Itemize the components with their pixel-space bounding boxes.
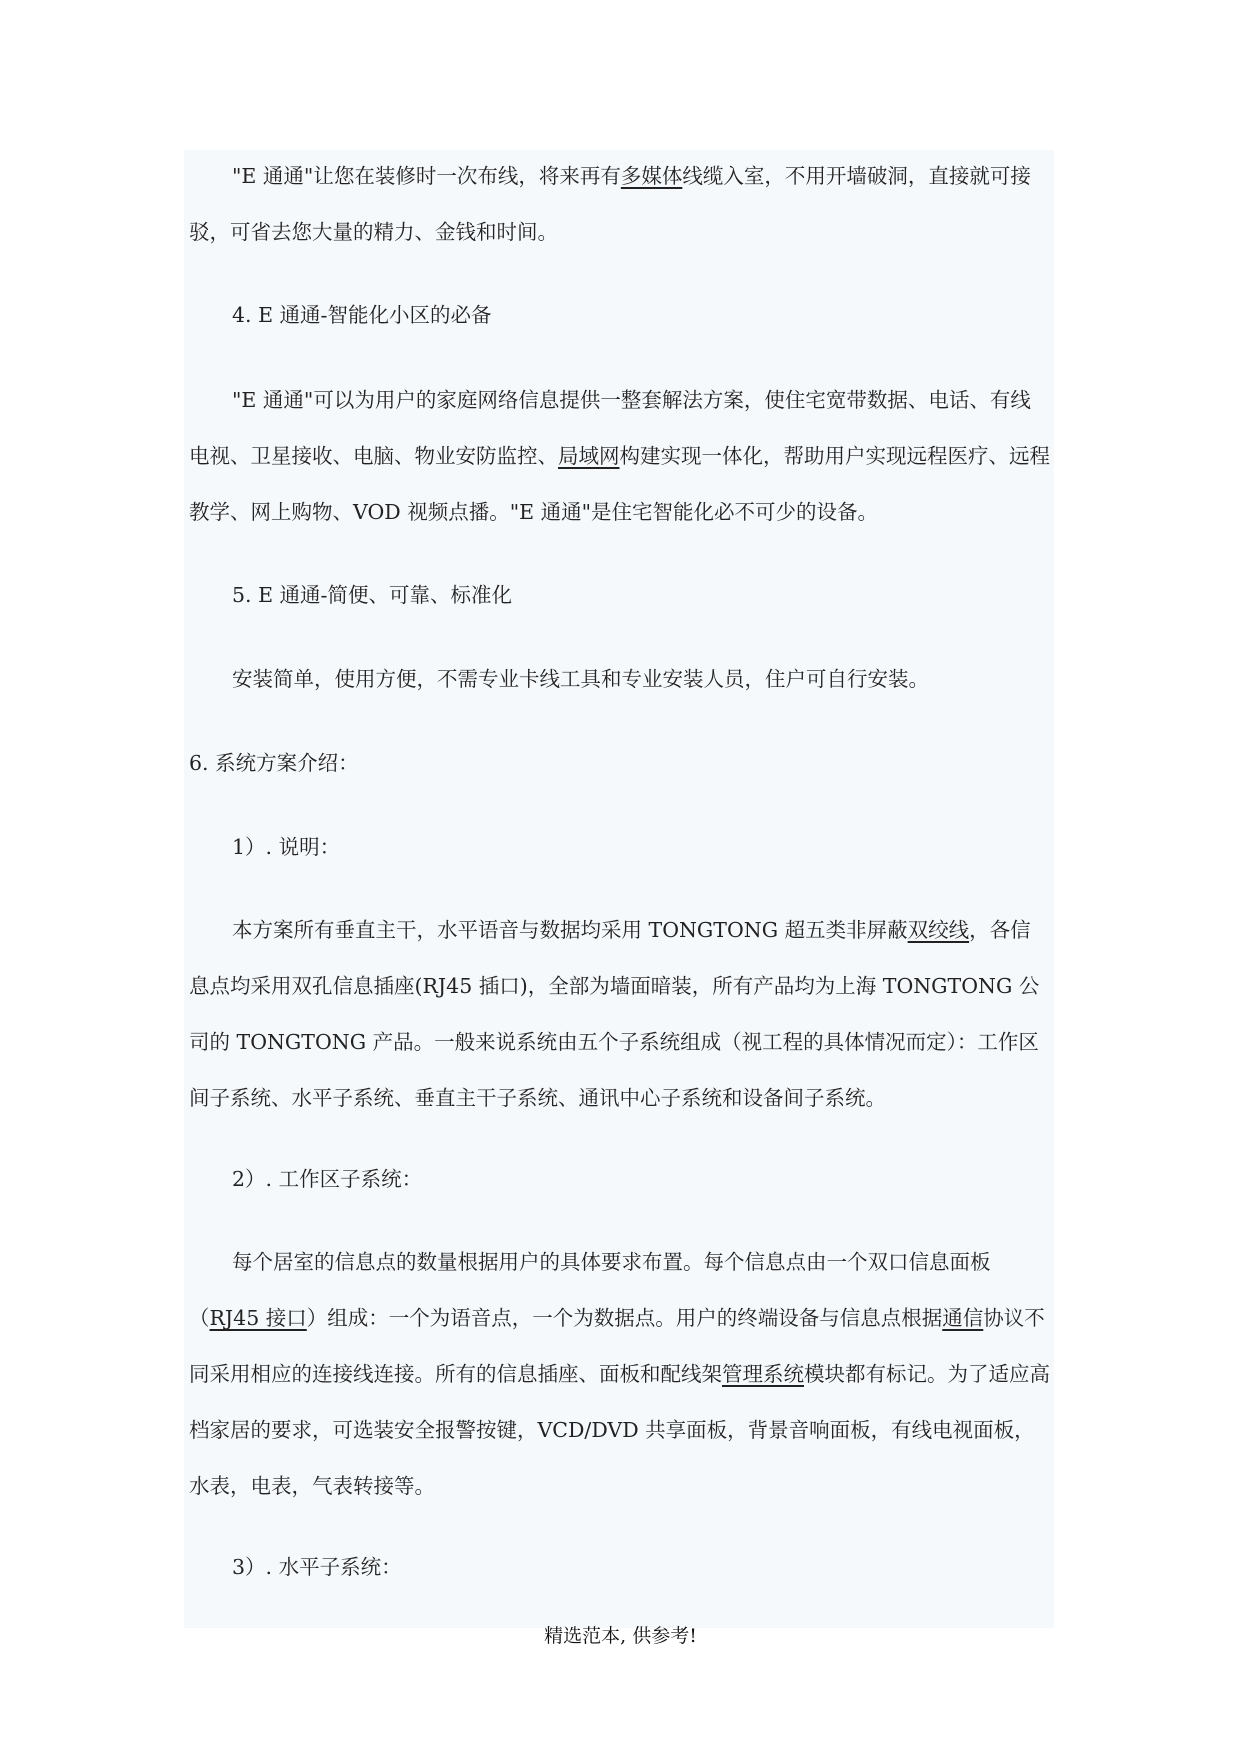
paragraph-description: 本方案所有垂直主干，水平语音与数据均采用 TONGTONG 超五类非屏蔽双绞线，各信息点均采用双孔信息插座(RJ45 插口)，全部为墙面暗装，所有产品均为上海 TONGTONG 公司的 TONGTONG 产品。一般来说系统由五个子系统组成（视工程的具体情况而定）：工作区间子系统、水平子系统、垂直主干子系统、通讯中心子系统和设备间子系统。 bbox=[189, 918, 1040, 1110]
link-communication[interactable]: 通信 bbox=[942, 1306, 984, 1330]
link-multimedia[interactable]: 多媒体 bbox=[620, 164, 683, 188]
heading-5: 5. E 通通-简便、可靠、标准化 bbox=[232, 583, 512, 607]
paragraph-easy-install: 安装简单，使用方便，不需专业卡线工具和专业安装人员，住户可自行安装。 bbox=[232, 667, 929, 691]
link-lan[interactable]: 局域网 bbox=[558, 444, 620, 468]
subheading-2: 2）. 工作区子系统： bbox=[232, 1167, 423, 1191]
page-footer: 精选范本, 供参考! bbox=[544, 1625, 697, 1647]
subheading-1: 1）. 说明： bbox=[232, 835, 341, 859]
heading-6: 6. 系统方案介绍： bbox=[189, 751, 359, 775]
paragraph-smart-community: "E 通通"可以为用户的家庭网络信息提供一整套解法方案，使住宅宽带数据、电话、有线电视、卫星接收、电脑、物业安防监控、局域网构建实现一体化，帮助用户实现远程医疗、远程教学、网上购物、VOD 视频点播。"E 通通"是住宅智能化必不可少的设备。 bbox=[189, 388, 1050, 524]
link-rj45[interactable]: RJ45 接口 bbox=[209, 1306, 307, 1330]
paragraph-e-tongtong-wiring: "E 通通"让您在装修时一次布线，将来再有多媒体线缆入室，不用开墙破洞，直接就可接驳，可省去您大量的精力、金钱和时间。 bbox=[189, 164, 1031, 244]
heading-4: 4. E 通通-智能化小区的必备 bbox=[232, 303, 492, 327]
link-management-system[interactable]: 管理系统 bbox=[722, 1362, 804, 1386]
paragraph-work-area: 每个居室的信息点的数量根据用户的具体要求布置。每个信息点由一个双口信息面板（RJ45 接口）组成：一个为语音点，一个为数据点。用户的终端设备与信息点根据通信协议不同采用相应的连接线连接。所有的信息插座、面板和配线架管理系统模块都有标记。为了适应高档家居的要求，可选装安全报警按键，VCD/DVD 共享面板，背景音响面板，有线电视面板，水表，电表，气表转接等。 bbox=[189, 1250, 1050, 1498]
link-twisted-pair[interactable]: 双绞线 bbox=[907, 918, 970, 942]
subheading-3: 3）. 水平子系统： bbox=[232, 1555, 402, 1579]
